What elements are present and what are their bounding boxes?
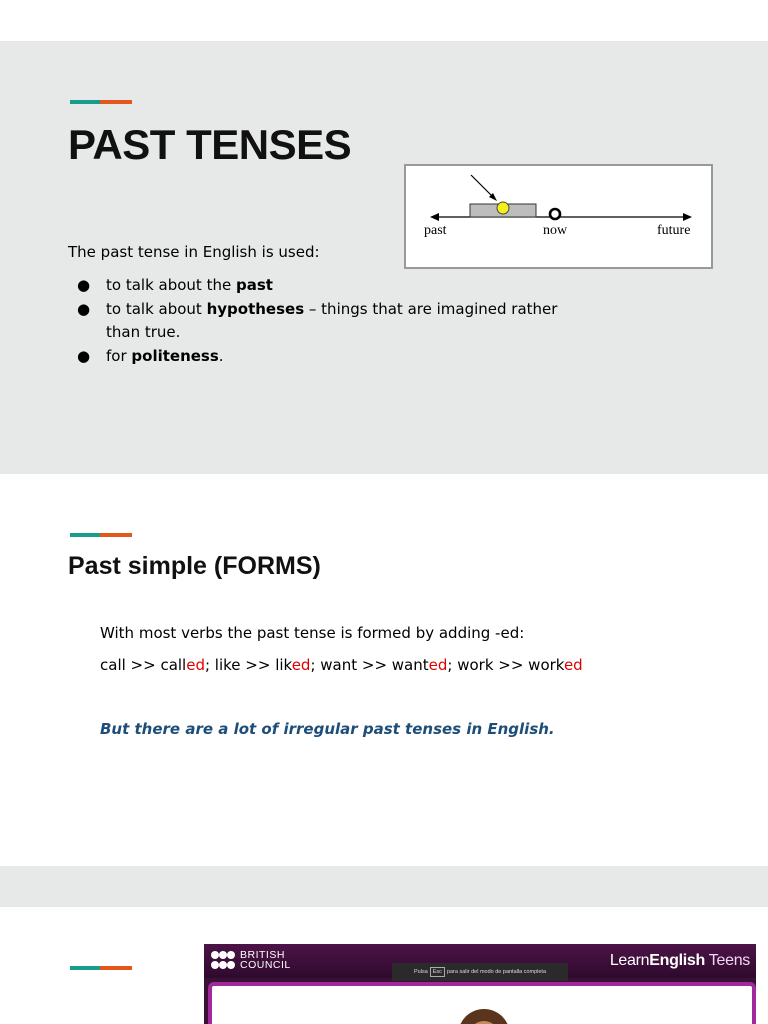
accent-teal (70, 100, 102, 104)
label-future: future (657, 223, 691, 238)
accent-orange (100, 533, 132, 537)
learnenglish-teens-logo (610, 952, 750, 970)
ed-suffix: ed (186, 656, 205, 674)
example-want: ; want >> want (310, 656, 429, 674)
timeline-svg (406, 166, 711, 267)
example-work: ; work >> work (447, 656, 564, 674)
timeline-diagram (404, 164, 713, 269)
video-content-panel (208, 982, 756, 1024)
cartoon-character-icon (456, 1007, 512, 1024)
fullscreen-exit-hint (392, 963, 568, 981)
bullet-text-end: – things that are imagined rather (304, 299, 558, 318)
example-call: call >> call (100, 656, 187, 674)
esc-key-badge: Esc (430, 967, 445, 977)
brand-line-1: BRITISH (240, 949, 285, 961)
timeline-left-arrowhead (430, 213, 439, 221)
irregular-note: But there are a lot of irregular past tenses in English. (100, 720, 555, 738)
ed-suffix: ed (291, 656, 311, 674)
slide-video (0, 907, 768, 1024)
rule-text: With most verbs the past tense is formed by adding -ed: (100, 624, 525, 642)
pointer-arrow (471, 175, 494, 198)
slide-gap (0, 866, 768, 907)
title-accent-bar (70, 100, 132, 104)
usage-list (68, 274, 638, 368)
bullet-dot-icon: ● (77, 299, 91, 318)
slide-past-tenses (0, 41, 768, 474)
title-accent-bar (70, 966, 132, 970)
past-event-dot (497, 202, 509, 214)
accent-orange (100, 100, 132, 104)
title-accent-bar (70, 533, 132, 537)
intro-text: The past tense in English is used: (68, 243, 320, 261)
logo-english: English (649, 952, 705, 969)
logo-learn: Learn (609, 952, 650, 969)
british-council-wordmark (240, 950, 291, 970)
embedded-video-player[interactable] (204, 944, 756, 1024)
british-council-logo-icon (210, 950, 236, 972)
bullet-text-continuation: than true. (106, 323, 181, 341)
hint-post: para salir del modo de pantalla completa (446, 969, 546, 975)
ed-suffix: ed (563, 656, 583, 674)
ed-suffix: ed (428, 656, 448, 674)
bullet-past (68, 274, 638, 298)
bullet-politeness (68, 345, 638, 369)
example-like: ; like >> lik (204, 656, 292, 674)
brand-line-2: COUNCIL (240, 959, 291, 971)
label-past: past (424, 223, 447, 238)
bullet-dot-icon: ● (77, 346, 91, 365)
slide-past-simple-forms (0, 474, 768, 866)
slide-title: PAST TENSES (68, 121, 352, 168)
bullet-keyword: hypotheses (206, 299, 305, 318)
bullet-keyword: politeness (131, 346, 219, 365)
accent-teal (70, 533, 102, 537)
hint-pre: Pulsa (414, 969, 428, 975)
now-marker (550, 209, 560, 219)
accent-orange (100, 966, 132, 970)
timeline-right-arrowhead (683, 213, 692, 221)
bullet-text: to talk about (106, 299, 207, 318)
bullet-text: for (106, 346, 132, 365)
examples-line (100, 656, 583, 674)
logo-teens: Teens (704, 952, 750, 969)
bullet-keyword: past (235, 276, 273, 294)
bullet-hypotheses (68, 298, 638, 345)
bullet-text-end: . (218, 346, 224, 365)
label-now: now (543, 223, 568, 238)
accent-teal (70, 966, 102, 970)
bullet-text: to talk about the (106, 276, 236, 294)
slide-title: Past simple (FORMS) (68, 552, 321, 580)
bullet-dot-icon: ● (77, 276, 91, 294)
